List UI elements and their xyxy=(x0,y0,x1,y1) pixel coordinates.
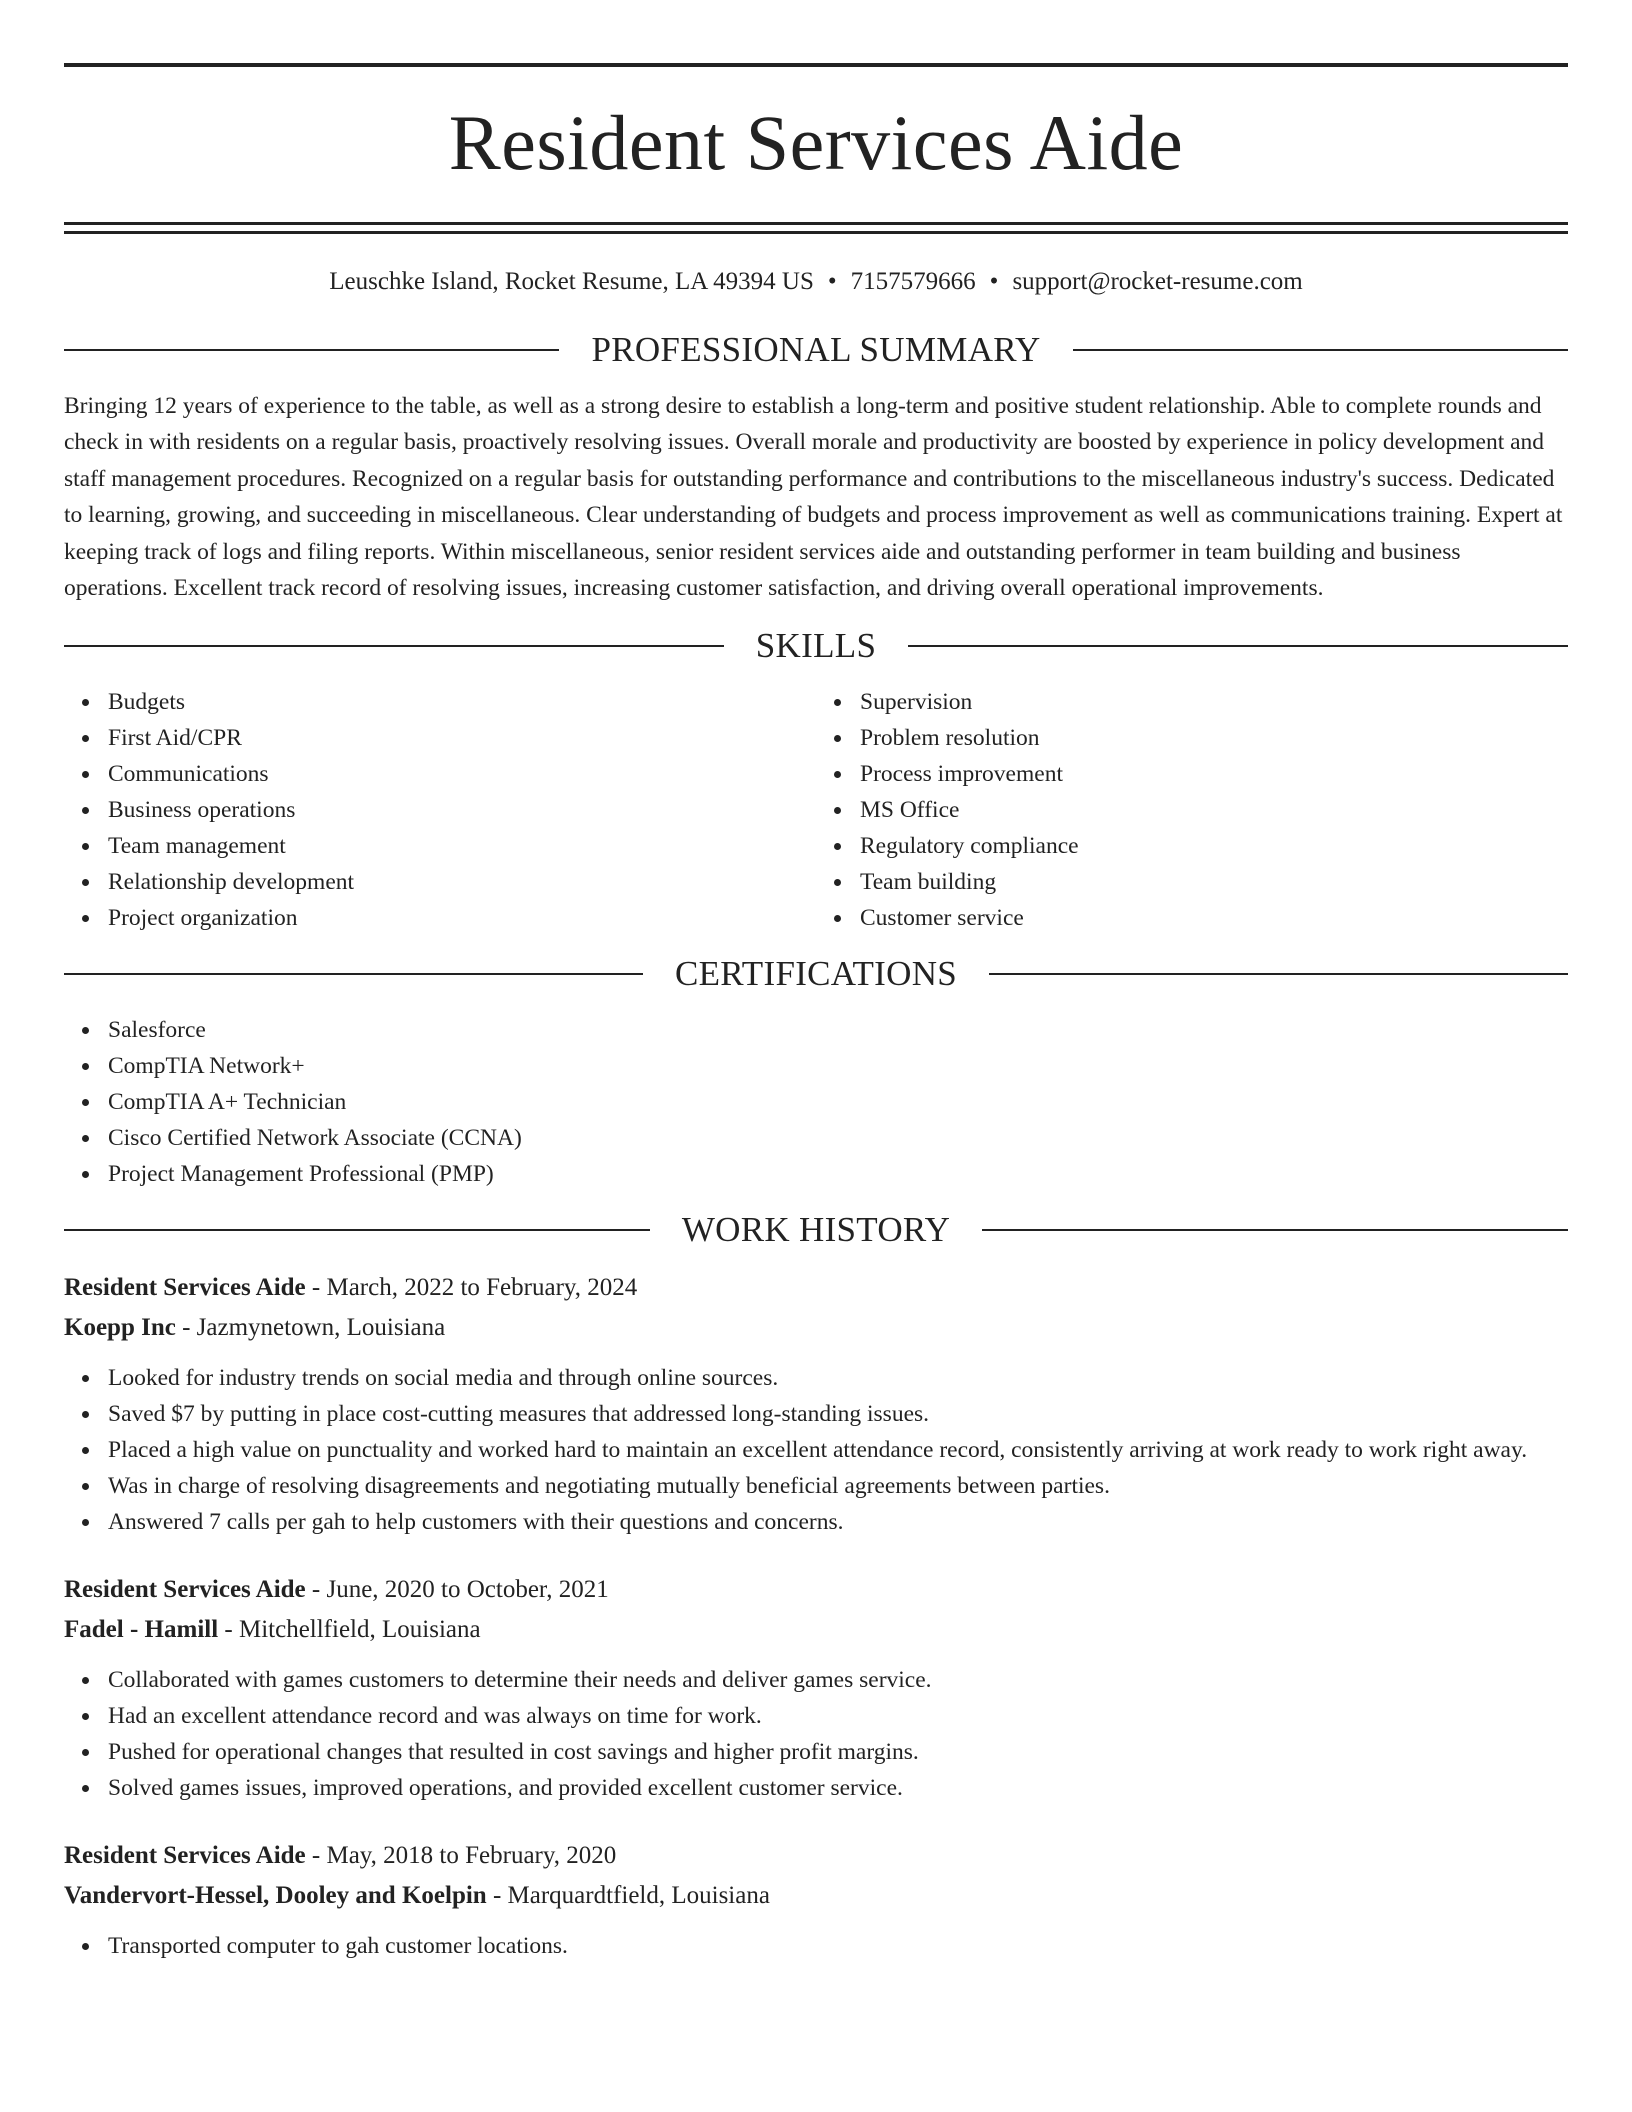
job-entry xyxy=(64,1570,1568,1806)
list-item: Regulatory compliance xyxy=(860,828,1568,864)
list-item: Saved $7 by putting in place cost-cutting measures that addressed long-standing issues. xyxy=(108,1396,1568,1432)
list-item: Salesforce xyxy=(108,1012,1568,1048)
job-location: - Mitchellfield, Louisiana xyxy=(218,1616,481,1644)
list-item: Cisco Certified Network Associate (CCNA) xyxy=(108,1120,1568,1156)
job-company-line xyxy=(64,1610,1568,1650)
job-dates: - May, 2018 to February, 2020 xyxy=(305,1842,617,1870)
list-item: Relationship development xyxy=(108,864,816,900)
heading-rule xyxy=(64,645,724,647)
skills-section-heading xyxy=(64,624,1568,668)
job-location: - Jazmynetown, Louisiana xyxy=(175,1314,446,1342)
summary-text: Bringing 12 years of experience to the table, as well as a strong desire to establish a long-term and positive student relationship. Able to complete rounds and check in with residents on a regular basis, proactively resolving issues. Overall morale and productivity are boosted by experience in policy development and staff management procedures. Recognized on a regular basis for outstanding performance and contributions to the miscellaneous industry's success. Dedicated to learning, growing, and succeeding in miscellaneous. Clear understanding of budgets and process improvement as well as communications training. Expert at keeping track of logs and filing reports. Within miscellaneous, senior resident services aide and outstanding performer in team building and business operations. Excellent track record of resolving issues, increasing customer satisfaction, and driving overall operational improvements. xyxy=(64,393,1563,602)
job-location: - Marquardtfield, Louisiana xyxy=(486,1882,770,1910)
contact-line xyxy=(64,266,1568,298)
list-item: Business operations xyxy=(108,792,816,828)
list-item: Pushed for operational changes that resulted in cost savings and higher profit margins. xyxy=(108,1734,1568,1770)
heading-rule xyxy=(1073,349,1568,351)
title-double-rule xyxy=(64,222,1568,234)
work-section-heading xyxy=(64,1208,1568,1252)
job-company: Vandervort-Hessel, Dooley and Koelpin xyxy=(64,1882,487,1910)
summary-heading-label: PROFESSIONAL SUMMARY xyxy=(591,330,1041,369)
top-rule xyxy=(64,63,1568,67)
skills-list-right xyxy=(816,684,1568,936)
list-item: Placed a high value on punctuality and worked hard to maintain an excellent attendance record, consistently arriving at work ready to work right away. xyxy=(108,1432,1568,1468)
list-item: CompTIA Network+ xyxy=(108,1048,1568,1084)
list-item: Was in charge of resolving disagreements and negotiating mutually beneficial agreements between parties. xyxy=(108,1468,1568,1504)
job-company-line xyxy=(64,1308,1568,1348)
heading-rule xyxy=(64,1229,650,1231)
resume-title: Resident Services Aide xyxy=(448,99,1184,186)
heading-rule xyxy=(64,973,643,975)
list-item: Project Management Professional (PMP) xyxy=(108,1156,1568,1192)
certifications-section-heading xyxy=(64,952,1568,996)
list-item: Problem resolution xyxy=(860,720,1568,756)
list-item: Project organization xyxy=(108,900,816,936)
list-item: Communications xyxy=(108,756,816,792)
list-item: Collaborated with games customers to determine their needs and deliver games service. xyxy=(108,1662,1568,1698)
job-bullets xyxy=(64,1662,1568,1806)
contact-separator: • xyxy=(989,268,999,295)
heading-rule xyxy=(64,349,559,351)
skills-heading-label: SKILLS xyxy=(755,626,877,666)
skills-list-left xyxy=(64,684,816,936)
job-title-line xyxy=(64,1268,1568,1308)
heading-rule xyxy=(908,645,1568,647)
list-item: Answered 7 calls per gah to help customers with their questions and concerns. xyxy=(108,1504,1568,1540)
list-item: Team building xyxy=(860,864,1568,900)
job-bullets xyxy=(64,1928,1568,1964)
skills-columns xyxy=(64,684,1568,936)
resume-page xyxy=(64,0,1568,1964)
certifications-list xyxy=(64,1012,1568,1192)
job-dates: - March, 2022 to February, 2024 xyxy=(305,1274,638,1302)
list-item: MS Office xyxy=(860,792,1568,828)
list-item: Customer service xyxy=(860,900,1568,936)
job-title: Resident Services Aide xyxy=(64,1576,306,1604)
job-title-line xyxy=(64,1570,1568,1610)
list-item: Looked for industry trends on social media and through online sources. xyxy=(108,1360,1568,1396)
list-item: Budgets xyxy=(108,684,816,720)
list-item: Solved games issues, improved operations, and provided excellent customer service. xyxy=(108,1770,1568,1806)
list-item: CompTIA A+ Technician xyxy=(108,1084,1568,1120)
job-company: Fadel - Hamill xyxy=(64,1616,219,1644)
contact-address: Leuschke Island, Rocket Resume, LA 49394 US xyxy=(329,268,814,295)
job-bullets xyxy=(64,1360,1568,1540)
list-item: Team management xyxy=(108,828,816,864)
summary-section-heading xyxy=(64,328,1568,372)
contact-phone: 7157579666 xyxy=(850,268,976,295)
list-item: First Aid/CPR xyxy=(108,720,816,756)
work-heading-label: WORK HISTORY xyxy=(681,1210,951,1250)
job-company-line xyxy=(64,1876,1568,1916)
list-item: Transported computer to gah customer locations. xyxy=(108,1928,1568,1964)
contact-separator: • xyxy=(827,268,837,295)
heading-rule xyxy=(982,1229,1568,1231)
heading-rule xyxy=(989,973,1568,975)
job-title-line xyxy=(64,1836,1568,1876)
job-title: Resident Services Aide xyxy=(64,1274,306,1302)
job-entry xyxy=(64,1268,1568,1540)
list-item: Had an excellent attendance record and was always on time for work. xyxy=(108,1698,1568,1734)
job-dates: - June, 2020 to October, 2021 xyxy=(305,1576,609,1604)
list-item: Supervision xyxy=(860,684,1568,720)
contact-email: support@rocket-resume.com xyxy=(1012,268,1303,295)
job-title: Resident Services Aide xyxy=(64,1842,306,1870)
certifications-heading-label: CERTIFICATIONS xyxy=(674,954,958,994)
job-company: Koepp Inc xyxy=(64,1314,176,1342)
job-entry xyxy=(64,1836,1568,1964)
list-item: Process improvement xyxy=(860,756,1568,792)
